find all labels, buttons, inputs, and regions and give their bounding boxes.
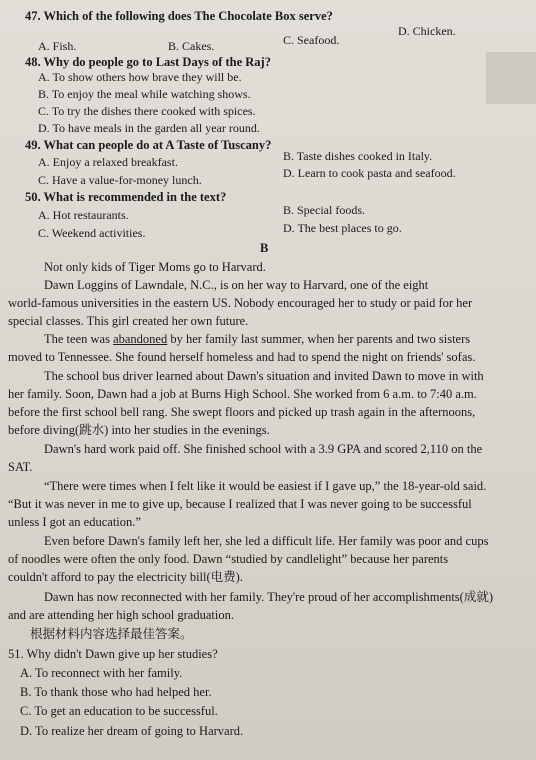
passage-p1: Not only kids of Tiger Moms go to Harvard. <box>44 260 266 274</box>
q49-option-c: C. Have a value-for-money lunch. <box>38 173 202 187</box>
q50-option-c: C. Weekend activities. <box>38 226 146 240</box>
passage-p6-line1: “There were times when I felt like it would be easiest if I gave up,” the 18-year-old said. <box>44 479 487 493</box>
q50-option-a: A. Hot restaurants. <box>38 208 129 222</box>
q47-option-b: B. Cakes. <box>168 39 215 53</box>
q49-option-d: D. Learn to cook pasta and seafood. <box>283 166 456 180</box>
passage-p7-line1: Even before Dawn's family left her, she led a difficult life. Her family was poor and cups <box>44 534 489 548</box>
q48-option-b: B. To enjoy the meal while watching shows. <box>38 87 251 101</box>
passage-p3-line1 <box>44 332 470 347</box>
q50-option-b: B. Special foods. <box>283 203 365 217</box>
q48-option-c: C. To try the dishes there cooked with spices. <box>38 104 256 118</box>
passage-p8-line1: Dawn has now reconnected with her family. They're proud of her accomplishments(成就) <box>44 590 493 604</box>
passage-p4-line3: before the first school bell rang. She swept floors and picked up trash again in the afternoons, <box>8 405 476 419</box>
passage-p2-line1: Dawn Loggins of Lawndale, N.C., is on her way to Harvard, one of the eight <box>44 278 429 292</box>
passage-p6-line3: unless I got an education.” <box>8 515 141 529</box>
q48-stem: 48. Why do people go to Last Days of the Raj? <box>25 55 271 69</box>
q51-option-c: C. To get an education to be successful. <box>20 704 218 718</box>
passage-p6-line2: “But it was never in me to give up, because I realized that I was never going to be successful <box>8 497 472 511</box>
q49-option-a: A. Enjoy a relaxed breakfast. <box>38 155 178 169</box>
passage-underlined-word: abandoned <box>113 332 168 346</box>
instruction-text: 根据材料内容选择最佳答案。 <box>30 627 193 641</box>
passage-p5-line1: Dawn's hard work paid off. She finished school with a 3.9 GPA and scored 2,110 on the <box>44 442 483 456</box>
q50-option-d: D. The best places to go. <box>283 221 402 235</box>
q48-option-a: A. To show others how brave they will be. <box>38 70 242 84</box>
q47-option-c: C. Seafood. <box>283 33 340 47</box>
q49-stem: 49. What can people do at A Taste of Tuscany? <box>25 138 272 152</box>
passage-p3-line2: moved to Tennessee. She found herself homeless and had to spend the night on friends' sofas. <box>8 350 476 364</box>
passage-p2-line2: world-famous universities in the eastern US. Nobody encouraged her to study or paid for her <box>8 296 473 310</box>
q47-option-d: D. Chicken. <box>398 24 456 38</box>
q51-option-a: A. To reconnect with her family. <box>20 666 183 680</box>
passage-p2-line3: special classes. This girl created her own future. <box>8 314 249 328</box>
q49-option-b: B. Taste dishes cooked in Italy. <box>283 149 433 163</box>
q51-option-b: B. To thank those who had helped her. <box>20 685 212 699</box>
passage-p3-text-b: by her family last summer, when her parents and two sisters <box>167 332 471 346</box>
q51-option-d: D. To realize her dream of going to Harvard. <box>20 724 244 738</box>
passage-p4-line4: before diving(跳水) into her studies in the evenings. <box>8 423 270 437</box>
section-b-heading: B <box>260 241 269 255</box>
q48-option-d: D. To have meals in the garden all year round. <box>38 121 260 135</box>
passage-p5-line2: SAT. <box>8 460 33 474</box>
passage-p7-line2: of noodles were often the only food. Dawn “studied by candlelight” because her parents <box>8 552 449 566</box>
passage-p4-line2: her family. Soon, Dawn had a job at Burns High School. She worked from 6 a.m. to 7:40 a.m. <box>8 387 477 401</box>
q47-option-a: A. Fish. <box>38 39 77 53</box>
q50-stem: 50. What is recommended in the text? <box>25 190 227 204</box>
passage-p4-line1: The school bus driver learned about Dawn's situation and invited Dawn to move in with <box>44 369 484 383</box>
q51-stem: 51. Why didn't Dawn give up her studies? <box>8 647 218 661</box>
bleed-through-shadow <box>486 52 536 104</box>
passage-p7-line3: couldn't afford to pay the electricity bill(电费). <box>8 570 243 584</box>
passage-p3-text-a: The teen was <box>44 332 114 346</box>
q47-stem: 47. Which of the following does The Chocolate Box serve? <box>25 9 333 23</box>
passage-p8-line2: and are attending her high school graduation. <box>8 608 234 622</box>
